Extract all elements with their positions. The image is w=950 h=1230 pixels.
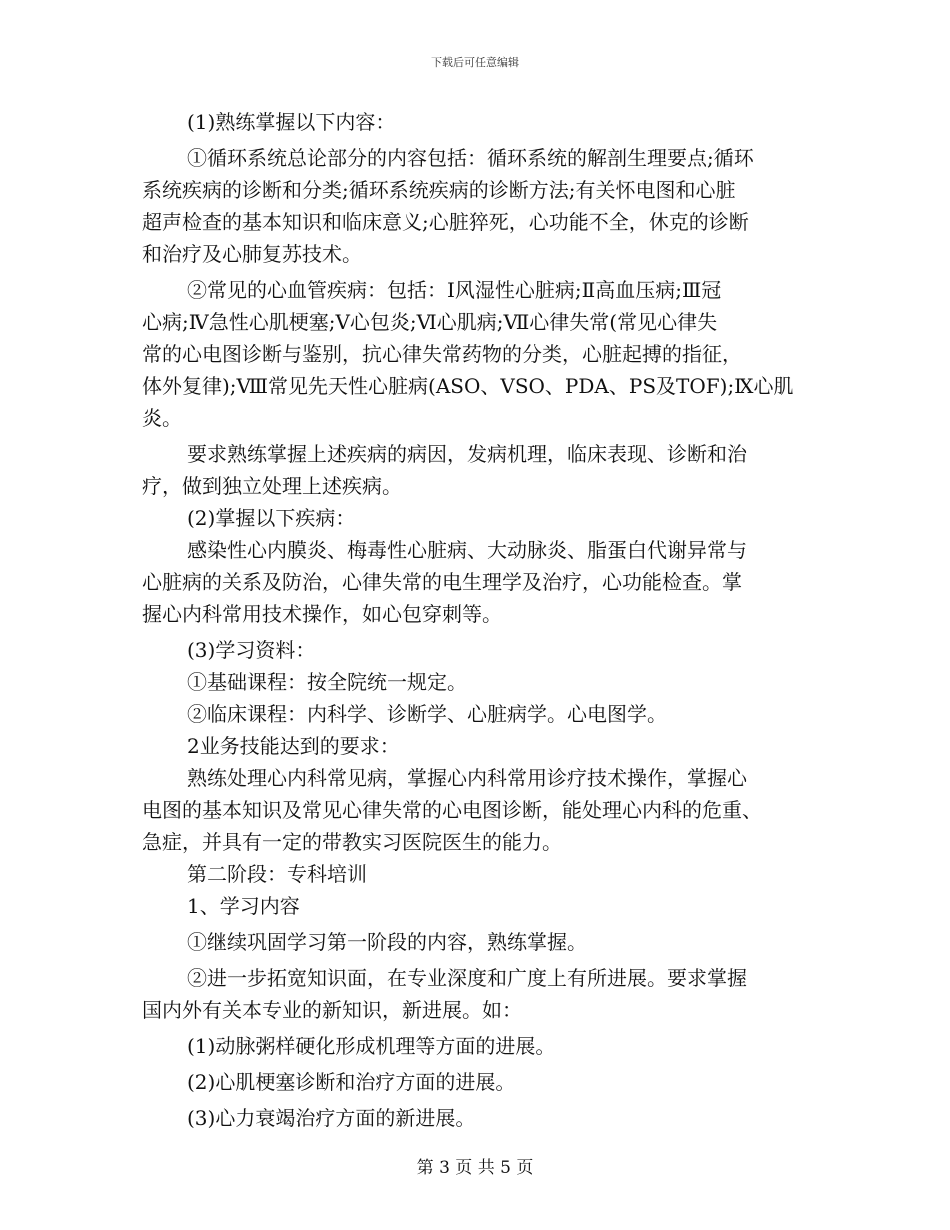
paragraph-line: 第二阶段：专科培训: [187, 862, 367, 886]
paragraph-line: 系统疾病的诊断和分类;循环系统疾病的诊断方法;有关怀电图和心脏: [142, 178, 736, 202]
paragraph-line: 炎。: [142, 406, 182, 430]
paragraph-line: 心脏病的关系及防治，心律失常的电生理学及治疗，心功能检查。掌: [142, 570, 742, 594]
paragraph-line: ②临床课程：内科学、诊断学、心脏病学。心电图学。: [187, 702, 667, 726]
document-body: [142, 106, 812, 1134]
paragraph-line: 熟练处理心内科常见病，掌握心内科常用诊疗技术操作，掌握心: [187, 766, 747, 790]
page-footer: 第 3 页 共 5 页: [416, 1158, 534, 1178]
paragraph-line: 和治疗及心肺复苏技术。: [142, 242, 362, 266]
paragraph-line: 1、学习内容: [187, 894, 300, 918]
paragraph-line: 感染性心内膜炎、梅毒性心脏病、大动脉炎、脂蛋白代谢异常与: [187, 538, 747, 562]
paragraph-line: 电图的基本知识及常见心律失常的心电图诊断，能处理心内科的危重、: [142, 798, 762, 822]
paragraph-line: 常的心电图诊断与鉴别，抗心律失常药物的分类，心脏起搏的指征，: [142, 342, 742, 366]
paragraph-line: 超声检查的基本知识和临床意义;心脏猝死，心功能不全，休克的诊断: [142, 210, 749, 234]
paragraph-line: (1)熟练掌握以下内容：: [187, 110, 396, 134]
paragraph-line: 要求熟练掌握上述疾病的病因，发病机理，临床表现、诊断和治: [187, 442, 747, 466]
paragraph-line: 疗，做到独立处理上述疾病。: [142, 474, 402, 498]
paragraph-line: (1)动脉粥样硬化形成机理等方面的进展。: [187, 1034, 556, 1058]
paragraph-line: 2业务技能达到的要求：: [187, 734, 400, 758]
paragraph-line: (2)心肌梗塞诊断和治疗方面的进展。: [187, 1070, 516, 1094]
paragraph-line: ②常见的心血管疾病：包括：Ⅰ风湿性心脏病;Ⅱ高血压病;Ⅲ冠: [187, 278, 722, 302]
paragraph-line: ①基础课程：按全院统一规定。: [187, 670, 467, 694]
paragraph-line: (3)学习资料：: [187, 638, 316, 662]
paragraph-line: 心病;Ⅳ急性心肌梗塞;Ⅴ心包炎;Ⅵ心肌病;Ⅶ心律失常(常见心律失: [142, 310, 718, 334]
paragraph-line: 体外复律);Ⅷ常见先天性心脏病(ASO、VSO、PDA、PS及TOF);Ⅸ心肌: [142, 374, 794, 398]
paragraph-line: 急症，并具有一定的带教实习医院医生的能力。: [142, 830, 562, 854]
paragraph-line: (2)掌握以下疾病：: [187, 506, 356, 530]
paragraph-line: (3)心力衰竭治疗方面的新进展。: [187, 1106, 476, 1130]
paragraph-line: ②进一步拓宽知识面，在专业深度和广度上有所进展。要求掌握: [187, 966, 747, 990]
paragraph-line: ①继续巩固学习第一阶段的内容，熟练掌握。: [187, 930, 587, 954]
paragraph-line: 国内外有关本专业的新知识，新进展。如：: [142, 998, 522, 1022]
paragraph-line: 握心内科常用技术操作，如心包穿刺等。: [142, 602, 502, 626]
page-header: 下载后可任意编辑: [431, 56, 519, 69]
paragraph-line: ①循环系统总论部分的内容包括：循环系统的解剖生理要点;循环: [187, 146, 754, 170]
